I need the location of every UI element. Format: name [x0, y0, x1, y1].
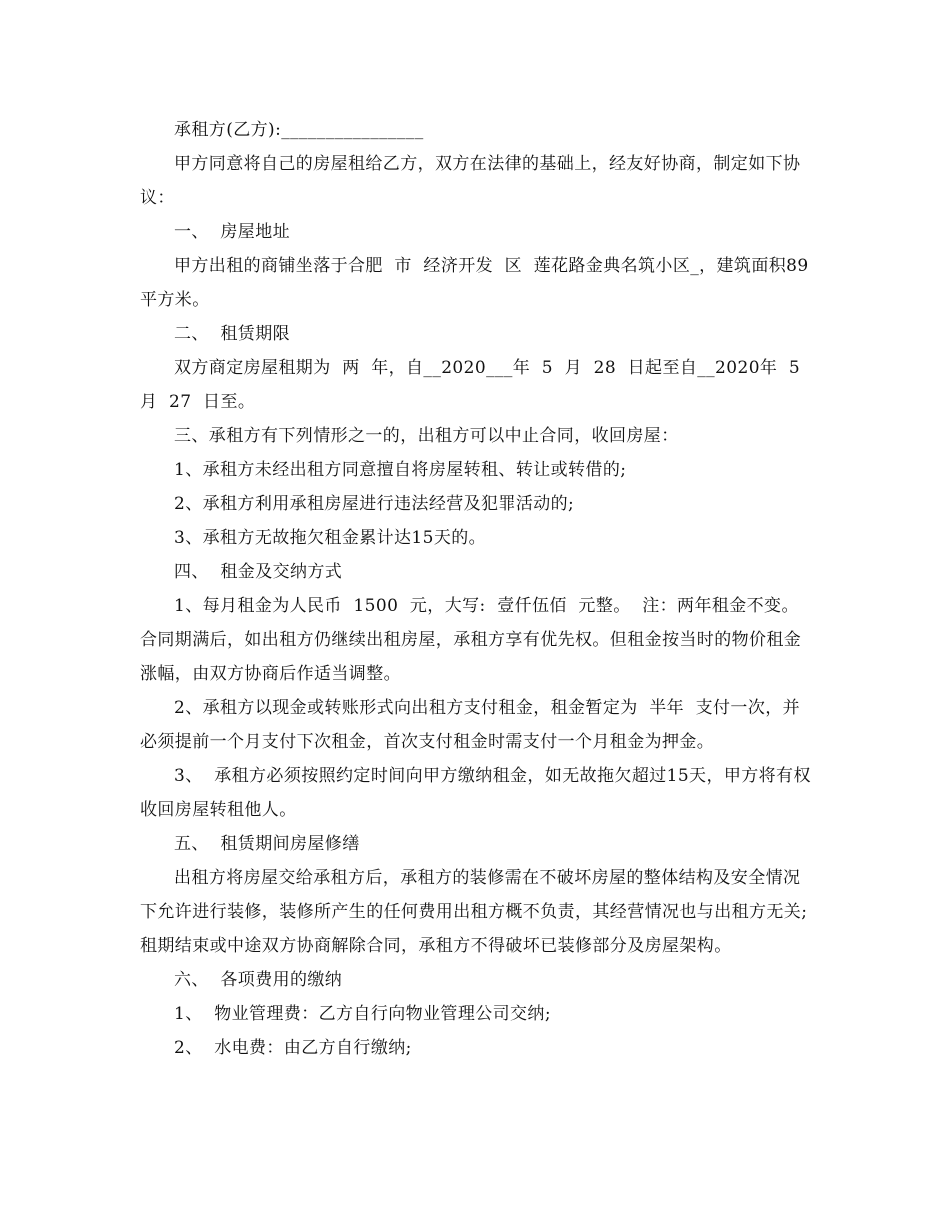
rent-clause-2: 2、承租方以现金或转账形式向出租方支付租金，租金暂定为 半年 支付一次，并必须提前一个月支付下次租金，首次支付租金时需支付一个月租金为押金。: [140, 698, 801, 752]
lease-term-paragraph: 双方商定房屋租期为 两 年，自__2020___年 5 月 28 日起至自__2020年 5 月 27 日至。: [140, 358, 812, 412]
section-heading-rent-payment: 四、 租金及交纳方式: [174, 562, 343, 582]
tenant-signature-line: 承租方(乙方):________________: [174, 120, 424, 140]
fees-clause-1: 1、 物业管理费：乙方自行向物业管理公司交纳;: [174, 1004, 551, 1024]
fees-clause-2: 2、 水电费：由乙方自行缴纳;: [174, 1038, 412, 1058]
section-heading-address: 一、 房屋地址: [174, 222, 291, 242]
termination-clause-2: 2、承租方利用承租房屋进行违法经营及犯罪活动的;: [174, 494, 575, 514]
address-paragraph: 甲方出租的商铺坐落于合肥 市 经济开发 区 莲花路金典名筑小区_，建筑面积89平方米。: [140, 256, 809, 310]
section-heading-lease-term: 二、 租赁期限: [174, 324, 291, 344]
rent-clause-1: 1、每月租金为人民币 1500 元，大写: 壹仟伍佰 元整。 注：两年租金不变。合同期满后，如出租方仍继续出租房屋，承租方享有优先权。但租金按当时的物价租金涨幅，由双方协商后作适当调整。: [140, 596, 802, 684]
termination-clause-3: 3、承租方无故拖欠租金累计达15天的。: [174, 528, 487, 548]
agreement-intro-paragraph: 甲方同意将自己的房屋租给乙方，双方在法律的基础上，经友好协商，制定如下协议：: [140, 154, 801, 208]
rent-clause-3: 3、 承租方必须按照约定时间向甲方缴纳租金，如无故拖欠超过15天，甲方将有权收回房屋转租他人。: [140, 766, 811, 820]
repairs-paragraph: 出租方将房屋交给承租方后，承租方的装修需在不破坏房屋的整体结构及安全情况下允许进行装修，装修所产生的任何费用出租方概不负责，其经营情况也与出租方无关;租期结束或中途双方协商解除合同，承租方不得破坏已装修部分及房屋架构。: [140, 868, 808, 956]
document-body: [140, 113, 812, 1065]
section-heading-termination: 三、承租方有下列情形之一的，出租方可以中止合同，收回房屋：: [174, 426, 679, 446]
termination-clause-1: 1、承租方未经出租方同意擅自将房屋转租、转让或转借的;: [174, 460, 627, 480]
section-heading-repairs: 五、 租赁期间房屋修缮: [174, 834, 360, 854]
section-heading-fees: 六、 各项费用的缴纳: [174, 970, 343, 990]
